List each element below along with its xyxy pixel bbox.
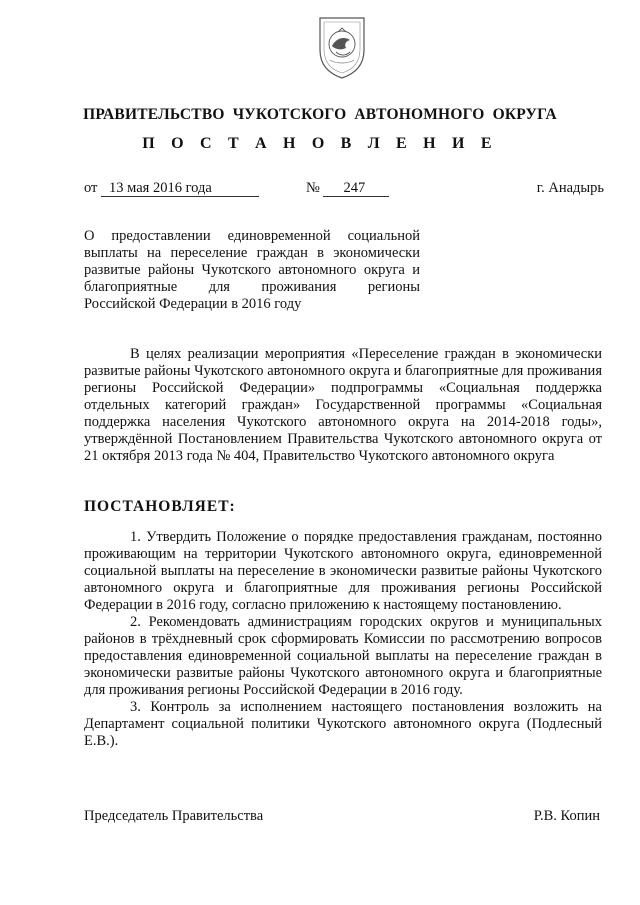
subject-line: Российской Федерации в 2016 году xyxy=(84,296,302,312)
government-title: ПРАВИТЕЛЬСТВО ЧУКОТСКОГО АВТОНОМНОГО ОКРУГА xyxy=(83,106,557,123)
signatory-name: Р.В. Копин xyxy=(533,808,600,824)
preamble-paragraph: В целях реализации мероприятия «Переселение граждан в экономически развитые районы Чукотского автономного округа и благоприятные для проживания регионы Российской Федерации» подпрограммы «Социальная поддержка отдельных категорий граждан» Государственной программы «Социальная поддержка населения Чукотского автономного округа на 2014-2018 годы», утверждённой Постановлением Правительства Чукотского автономного округа от 21 октября 2013 года № 404, Правительство Чукотского автономного округа xyxy=(84,346,602,464)
resolution-item-3: 3. Контроль за исполнением настоящего постановления возложить на Департамент социальной политики Чукотского автономного округа (Подлесный Е.В.). xyxy=(84,699,602,749)
resolution-items xyxy=(84,529,602,750)
coat-of-arms-icon xyxy=(316,14,368,80)
date-value: 13 мая 2016 года xyxy=(101,181,259,197)
number-prefix: № xyxy=(306,180,320,196)
resolution-item-1: 1. Утвердить Положение о порядке предоставления гражданам, постоянно проживающим на территории Чукотского автономного округа, единовременной социальной выплаты на переселение в экономически развитые районы Чукотского автономного округа и благоприятные для проживания регионы Российской Федерации в 2016 году, согласно приложению к настоящему постановлению. xyxy=(84,529,602,613)
resolve-heading: ПОСТАНОВЛЯЕТ: xyxy=(84,498,236,515)
document-number xyxy=(306,180,389,197)
resolution-item-2: 2. Рекомендовать администрациям городских округов и муниципальных районов в трёхдневный срок сформировать Комиссии по рассмотрению вопросов предоставления единовременной социальной выплаты на переселение граждан в экономически развитые районы Чукотского автономного округа и благоприятные для проживания регионы Российской Федерации в 2016 году. xyxy=(84,614,602,698)
document-date xyxy=(84,180,259,197)
document-city: г. Анадырь xyxy=(536,180,604,196)
number-value: 247 xyxy=(323,181,389,197)
subject-line: благоприятные для проживания регионы xyxy=(84,279,420,295)
signatory-title: Председатель Правительства xyxy=(84,808,264,824)
date-prefix: от xyxy=(84,180,98,196)
document-type: П О С Т А Н О В Л Е Н И Е xyxy=(142,135,498,152)
document-subject xyxy=(84,228,420,313)
subject-line: развитые районы Чукотского автономного округа и xyxy=(84,262,420,278)
subject-line: О предоставлении единовременной социальной xyxy=(84,228,420,244)
subject-line: выплаты на переселение граждан в экономически xyxy=(84,245,420,261)
